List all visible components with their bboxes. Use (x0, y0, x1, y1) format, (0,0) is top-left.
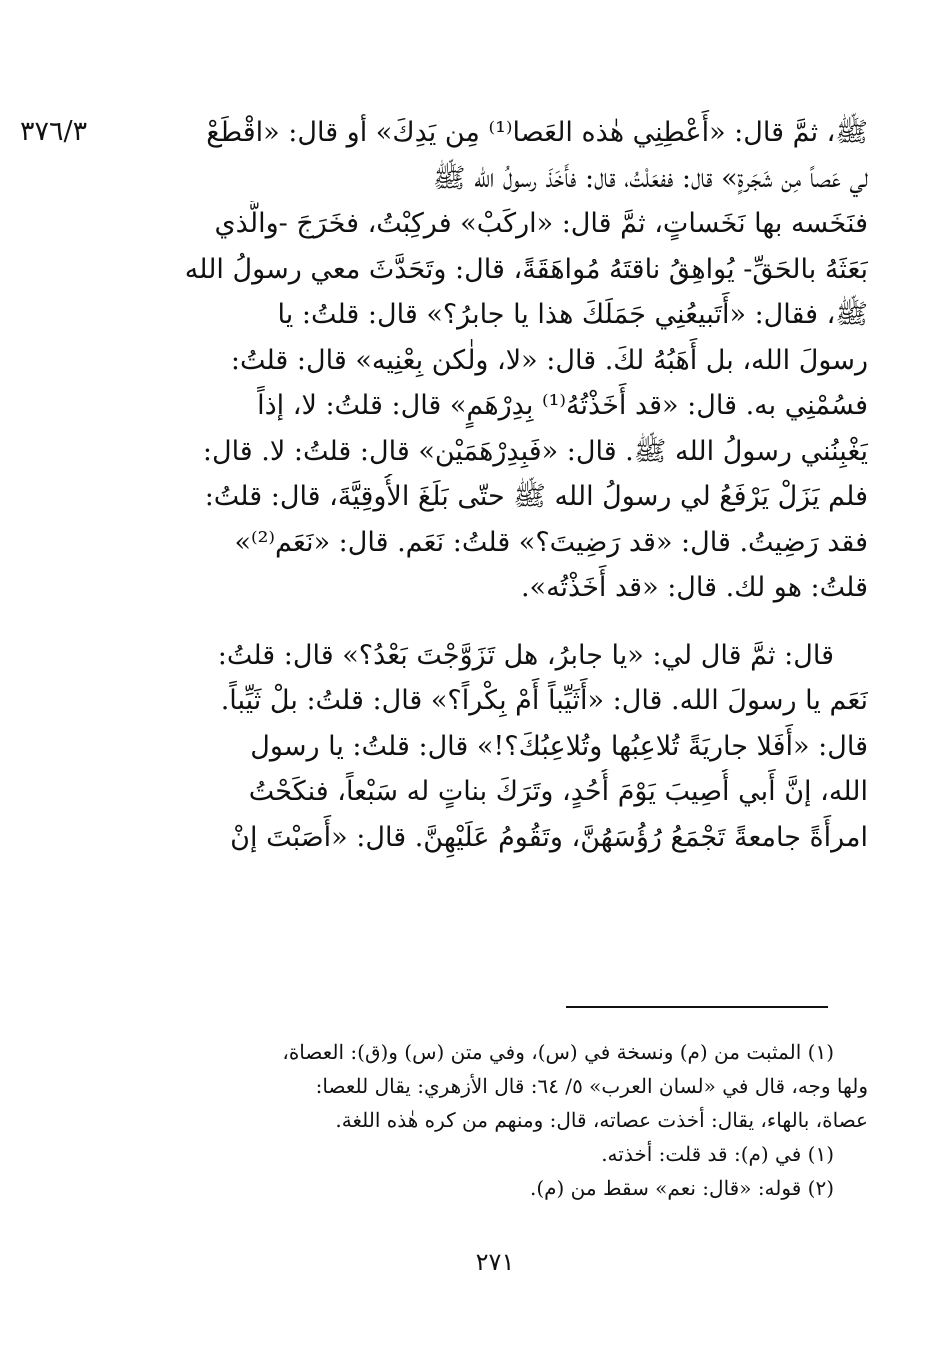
paragraph (152, 633, 868, 861)
footnote-line: (١) في (م): قد قلت: أخذته. (601, 1142, 834, 1166)
page-number: ٢٧١ (475, 1248, 515, 1276)
text-line: ﷺ، فقال: «أَتَبيعُنِي جَمَلَكَ هذا يا جابرُ؟» قال: قلتُ: يا (277, 299, 868, 330)
text-line: فنَخَسه بها نَخَساتٍ، ثمَّ قال: «اركَبْ» فركِبْتُ، فخَرَجَ -والَّذي (214, 208, 868, 239)
text-line: نَعَم يا رسولَ الله. قال: «أَثَيِّباً أَمْ بِكْراً؟» قال: قلتُ: بلْ ثَيِّباً. (220, 685, 868, 716)
text-line: ﷺ، ثمَّ قال: «أَعْطِنِي هٰذه العَصا⁽¹⁾ مِن يَدِكَ» أو قال: «اقْطَعْ (206, 117, 868, 148)
text-line: يَغْبِنُني رسولُ الله ﷺ. قال: «فَبِدِرْهَمَيْن» قال: قلتُ: لا. قال: (202, 435, 868, 467)
text-line: لي عَصاً مِن شَجَرةٍ» قال: ففعَلْتُ، قال: فأَخَذَ رسولُ الله ﷺ (432, 162, 868, 194)
paragraph (152, 110, 868, 611)
text-line: بَعَثَهُ بالحَقِّ- يُواهِقُ ناقتَهُ مُواهَقَةً، قال: وتَحَدَّثَ معي رسولُ الله (184, 253, 868, 285)
text-line: الله، إنَّ أَبي أُصِيبَ يَوْمَ أُحُدٍ، وتَرَكَ بناتٍ له سَبْعاً، فنكَحْتُ (248, 776, 868, 807)
margin-reference: ٣٧٦/٣ (20, 116, 88, 147)
text-line: فقد رَضِيتُ. قال: «قد رَضِيتَ؟» قلتُ: نَعَم. قال: «نَعَم⁽²⁾» (234, 526, 868, 558)
footnote-line: عصاة، بالهاء، يقال: أخذت عصاته، قال: ومنهم من كره هٰذه اللغة. (335, 1108, 868, 1132)
text-line: قلتُ: هو لك. قال: «قد أَخَذْتُه». (520, 572, 868, 603)
text-line: رسولَ الله، بل أَهَبُهُ لكَ. قال: «لا، ولٰكن بِعْنِيه» قال: قلتُ: (230, 344, 868, 376)
footnote-separator (566, 1006, 828, 1008)
text-line: فلم يَزَلْ يَرْفَعُ لي رسولُ الله ﷺ حتّى بَلَغَ الأُوقِيَّةَ، قال: قلتُ: (204, 481, 868, 512)
main-text (152, 110, 868, 860)
footnote-line: ولها وجه، قال في «لسان العرب» ٥/ ٦٤: قال الأزهري: يقال للعصا: (315, 1074, 868, 1098)
footnote-line: (١) المثبت من (م) ونسخة في (س)، وفي متن (س) و(ق): العصاة، (282, 1040, 834, 1064)
text-line: امرأَةً جامعةً تَجْمَعُ رُؤُسَهُنَّ، وتَقُومُ عَلَيْهِنَّ. قال: «أَصَبْتَ إنْ (230, 821, 868, 853)
text-line: قال: ثمَّ قال لي: «يا جابرُ، هل تَزَوَّجْتَ بَعْدُ؟» قال: قلتُ: (217, 639, 834, 671)
footnote-line: (٢) قوله: «قال: نعم» سقط من (م). (529, 1176, 834, 1200)
text-line: فسُمْنِي به. قال: «قد أَخَذْتُهُ⁽¹⁾ بِدِرْهَمٍ» قال: قلتُ: لا، إذاً (257, 390, 868, 421)
footnotes (152, 1035, 868, 1205)
text-line: قال: «أَفَلا جاريَةً تُلاعِبُها وتُلاعِبُكَ؟!» قال: قلتُ: يا رسول (250, 730, 868, 762)
paragraph-spacer (152, 611, 868, 633)
